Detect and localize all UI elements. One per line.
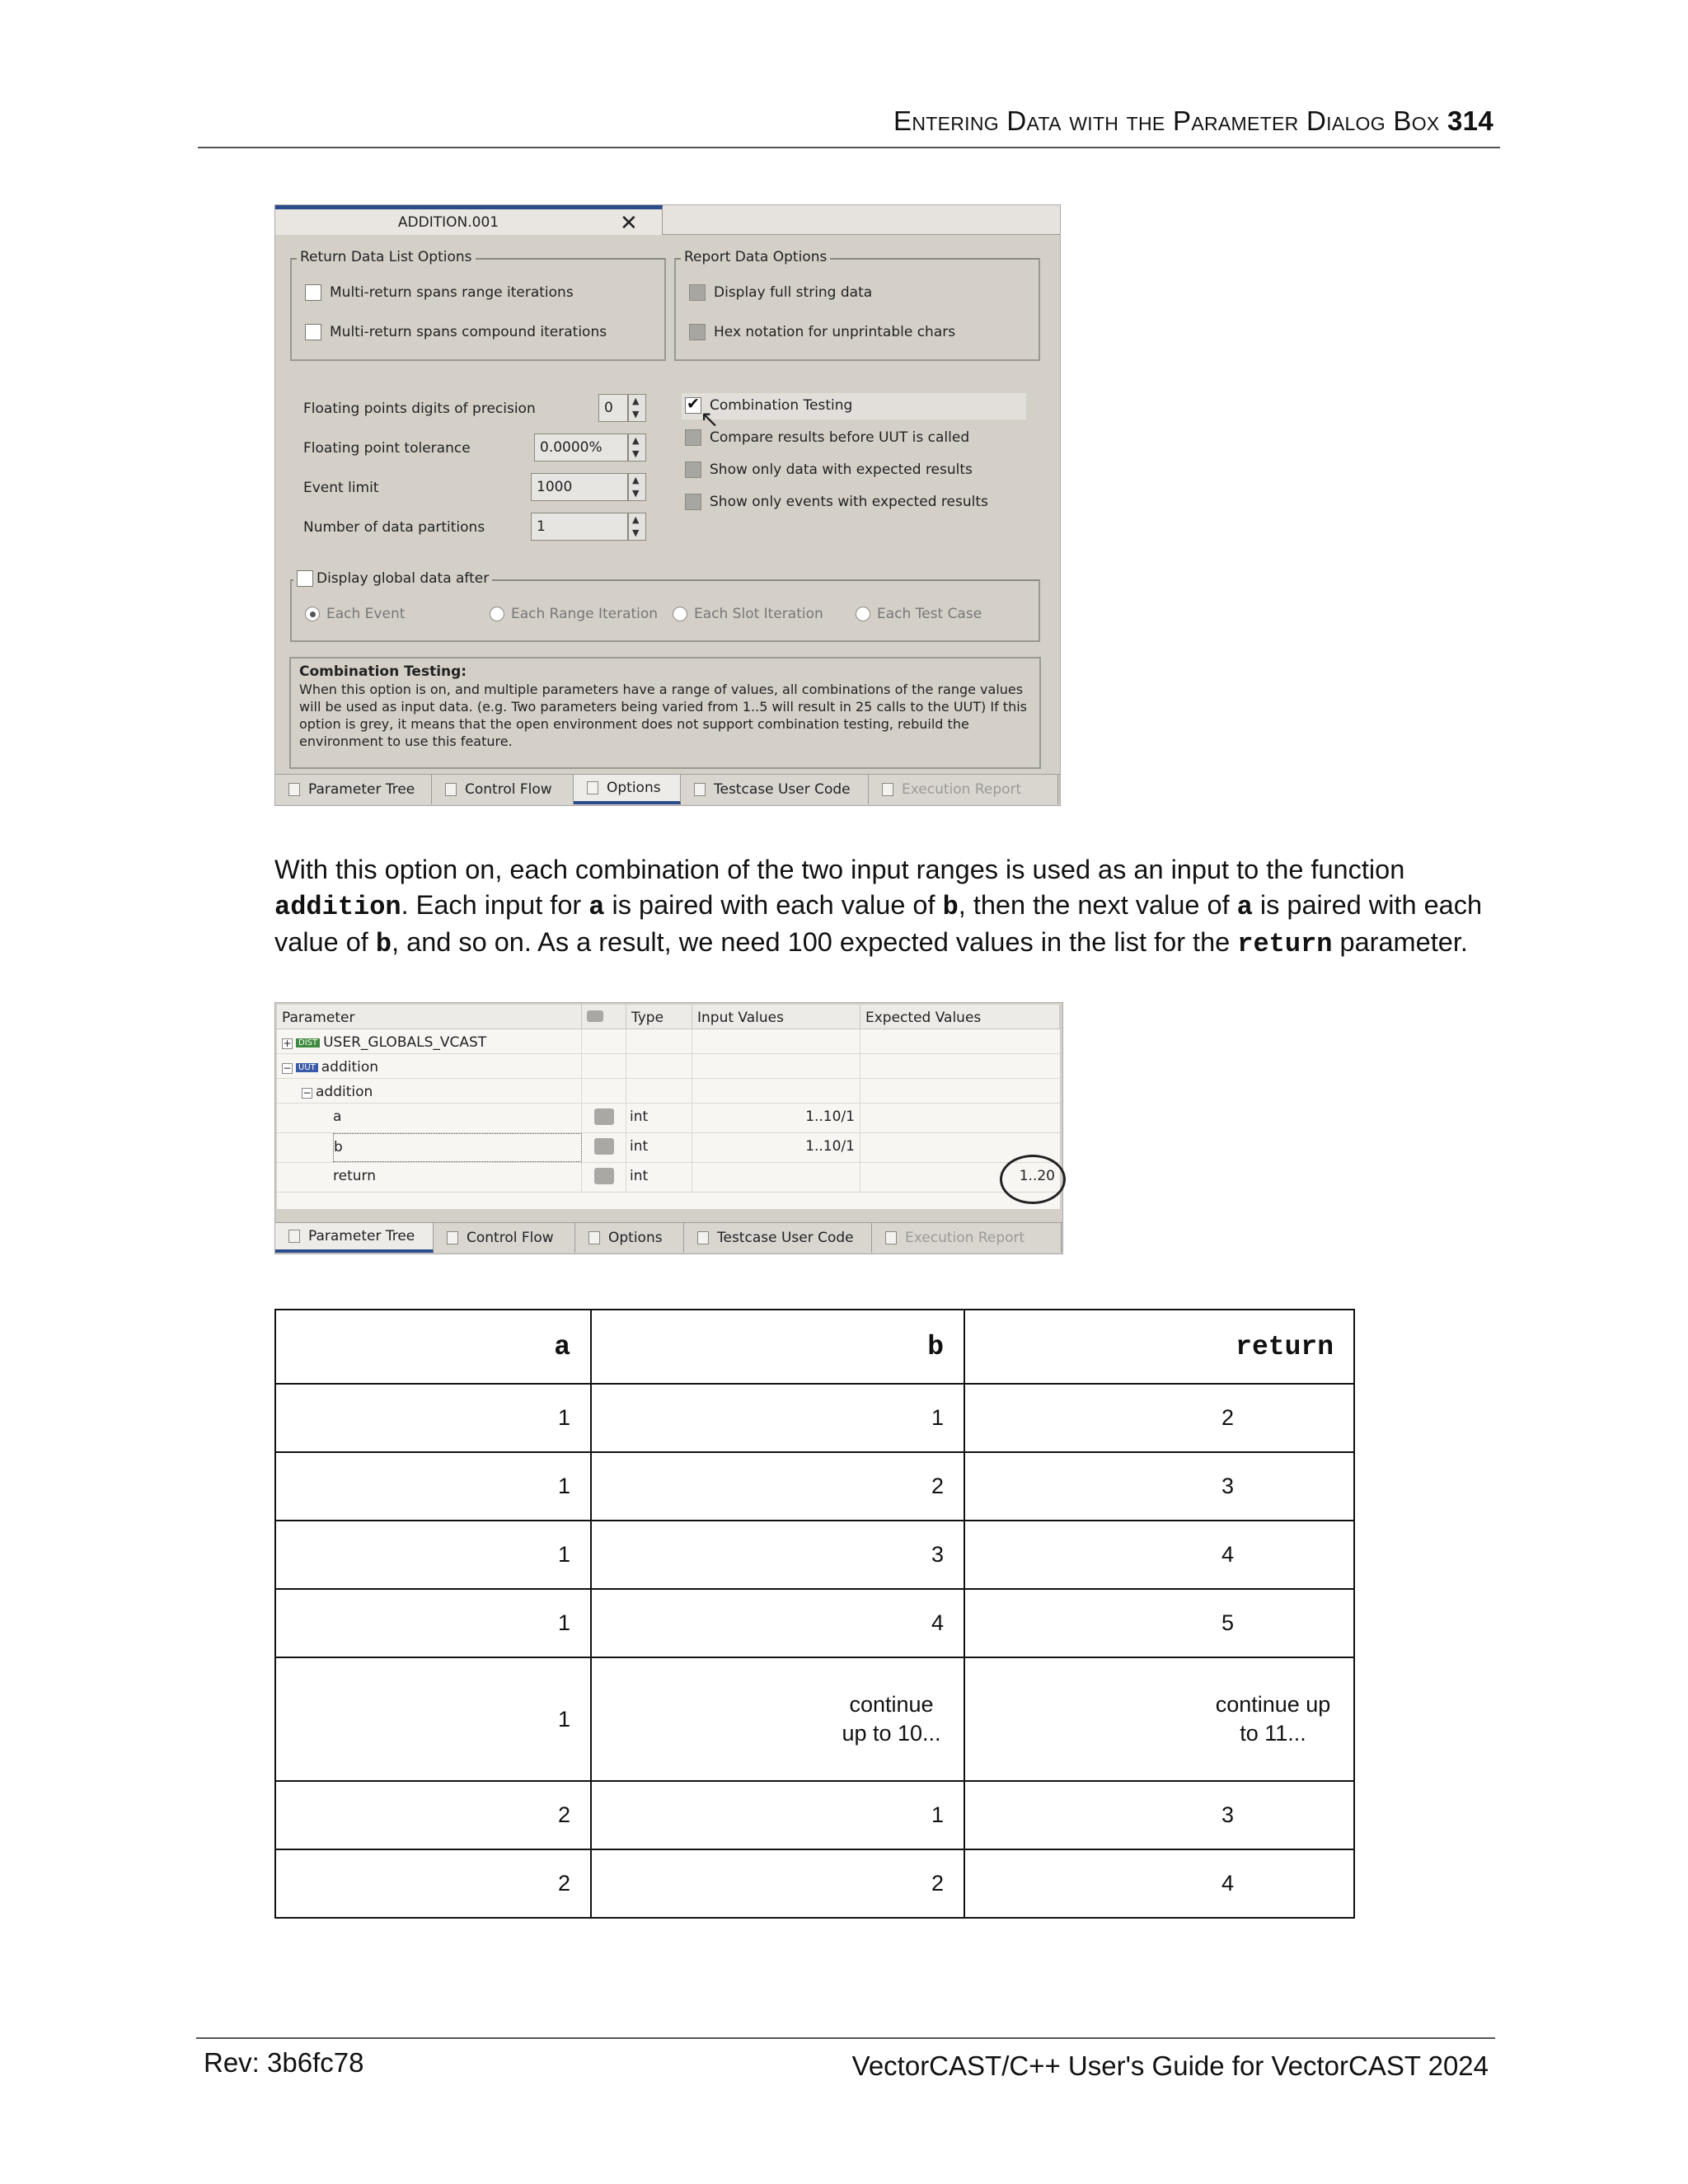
code-a: a [588,892,605,922]
editor-tab-label: ADDITION.001 [397,214,499,231]
tab-page-icon [697,1231,709,1244]
close-icon[interactable]: ✕ [620,211,638,236]
table-row [275,1452,1354,1521]
combination-testing-option[interactable]: ✔ Combination Testing [685,397,852,414]
tab-page-icon [885,1231,897,1244]
code-a: a [1236,892,1253,922]
tab-parameter-tree[interactable]: Parameter Tree [275,775,432,804]
cell-a: 1 [275,1452,591,1521]
tab-control-flow[interactable]: Control Flow [432,775,574,804]
radio-each-event[interactable]: Each Event [305,606,405,622]
column-header-a: a [275,1310,591,1384]
tab-execution-report[interactable]: Execution Report [872,1223,1062,1253]
display-global-data-checkbox[interactable] [297,570,313,587]
tab-page-icon [882,783,893,796]
table-row [275,1384,1354,1452]
tolerance-label: Floating point tolerance [303,440,471,457]
printer-icon[interactable] [594,1168,614,1184]
column-header-expected-values[interactable]: Expected Values [860,1005,1060,1029]
column-header-parameter[interactable]: Parameter [277,1005,582,1029]
tab-page-icon [445,783,457,796]
hex-notation-checkbox[interactable] [689,324,706,340]
tab-options[interactable]: Options [575,1223,684,1253]
cell-return: 2 [964,1384,1354,1452]
tab-testcase-user-code[interactable]: Testcase User Code [681,775,869,804]
precision-label: Floating points digits of precision [303,401,536,417]
tree-row[interactable]: b int 1..10/1 [277,1133,1060,1163]
column-header-type[interactable]: Type [626,1005,692,1029]
tolerance-field[interactable]: 0.0000% [534,434,628,462]
multi-return-range-checkbox[interactable] [305,284,321,301]
table-row [275,1849,1354,1918]
hex-notation-option[interactable]: Hex notation for unprintable chars [689,324,955,340]
partitions-spin-buttons[interactable] [628,513,646,541]
compare-results-checkbox[interactable] [685,429,701,446]
printer-icon[interactable] [594,1138,614,1155]
tree-row[interactable]: a int 1..10/1 [277,1104,1060,1133]
radio-each-range-iteration[interactable]: Each Range Iteration [490,606,658,622]
parameter-grid [277,1005,1060,1209]
collapse-minus-icon[interactable]: − [302,1087,312,1099]
expected-data-only-option[interactable]: Show only data with expected results [685,462,973,478]
body-paragraph: With this option on, each combination of the two input ranges is used as an input to the function addition. Each input for a is paired with each value of b, then the next value of a is paired with each value of b, and so on. As a result, we need 100 expected values in the list for the return parameter. [274,855,1483,959]
tab-page-icon [288,783,300,796]
options-bottom-tabs [275,774,1060,804]
precision-spin-buttons[interactable] [628,394,646,422]
tab-control-flow[interactable]: Control Flow [434,1223,575,1253]
partitions-spinner[interactable] [531,513,646,541]
cell-return: 3 [964,1781,1354,1849]
code-return: return [1237,929,1333,959]
multi-return-range-option[interactable]: Multi-return spans range iterations [305,284,574,301]
event-limit-field[interactable]: 1000 [531,473,628,501]
cell-return: continue up to 11... [964,1657,1354,1781]
tab-page-icon [447,1231,458,1244]
cell-b: 1 [591,1781,964,1849]
tree-row[interactable]: + DIST USER_GLOBALS_VCAST [277,1029,1060,1054]
cell-b: 1 [591,1384,964,1452]
tolerance-spin-buttons[interactable] [628,434,646,462]
help-title: Combination Testing: [299,663,467,680]
editor-tab[interactable] [275,205,663,235]
cell-a: 2 [275,1849,591,1918]
tree-row[interactable]: return int 1..20 [277,1163,1060,1193]
tab-page-icon [587,781,598,794]
parameter-tree-screenshot [274,1002,1063,1254]
tab-page-icon [694,783,706,796]
printer-icon[interactable] [594,1108,614,1125]
column-header-return: return [964,1310,1354,1384]
uut-badge: UUT [296,1063,318,1072]
table-row [275,1521,1354,1589]
header-title: Entering Data with the Parameter Dialog Box 314 [893,105,1493,136]
cell-b: 3 [591,1521,964,1589]
page-footer [196,2037,1495,2081]
table-row [275,1781,1354,1849]
event-limit-spinner[interactable] [531,473,646,501]
tree-bottom-tabs [275,1222,1062,1252]
code-addition: addition [274,892,401,922]
cell-b: 2 [591,1452,964,1521]
highlight-circle [1000,1155,1066,1204]
precision-field[interactable]: 0 [598,394,628,422]
option-help-box [289,657,1041,769]
column-header-printer[interactable] [582,1005,626,1029]
code-b: b [375,929,392,959]
partitions-field[interactable]: 1 [531,513,628,541]
radio-each-range-iteration-dot[interactable] [490,607,504,621]
display-global-data-toggle[interactable]: Display global data after [293,570,492,587]
report-data-options-group: Report Data Options Display full string data Hex notation for unprintable chars [674,258,1040,361]
partitions-label: Number of data partitions [303,519,485,536]
collapse-minus-icon[interactable]: − [283,1062,292,1074]
options-screenshot [274,204,1061,806]
expected-values-table [274,1309,1355,1919]
tab-parameter-tree[interactable]: Parameter Tree [275,1223,434,1253]
expected-data-only-checkbox[interactable] [685,462,701,478]
expected-events-only-option[interactable]: Show only events with expected results [685,494,988,510]
cell-return: 4 [964,1521,1354,1589]
table-row [275,1589,1354,1657]
expand-plus-icon[interactable]: + [283,1038,292,1049]
page-number: 314 [1447,105,1493,136]
printer-icon [587,1010,603,1022]
cell-a: 1 [275,1589,591,1657]
return-data-options-group: Return Data List Options Multi-return spans range iterations Multi-return spans compound iterations [290,258,666,361]
event-limit-spin-buttons[interactable] [628,473,646,501]
display-global-data-group [290,570,1040,642]
tab-testcase-user-code[interactable]: Testcase User Code [684,1223,872,1253]
cell-return: 3 [964,1452,1354,1521]
event-limit-label: Event limit [303,480,379,496]
tab-page-icon [588,1231,600,1244]
cell-b: 2 [591,1849,964,1918]
cell-a: 1 [275,1657,591,1781]
revision-label: Rev: 3b6fc78 [204,2047,364,2078]
mouse-cursor-icon: ↖ [700,405,720,433]
cell-a: 1 [275,1384,591,1452]
display-full-string-checkbox[interactable] [689,284,706,301]
column-header-input-values[interactable]: Input Values [692,1005,860,1029]
help-text: When this option is on, and multiple parameters have a range of values, all combinations of the range values will be used as input data. (e.g. Two parameters being varied from 1..5 will result in 25 calls to the UUT) If this option is grey, it means that the open environment does not support combination testing, rebuild the environment to use this feature. [299,682,1027,749]
cell-a: 2 [275,1781,591,1849]
tolerance-spinner[interactable] [534,434,646,462]
radio-each-event-dot[interactable] [305,607,320,621]
cell-b: 4 [591,1589,964,1657]
tab-page-icon [288,1230,300,1243]
combination-testing-checkbox[interactable] [685,397,701,414]
guide-title: VectorCAST/C++ User's Guide for VectorCAST 2024 [851,2050,1489,2081]
tree-row[interactable]: − UUT addition [277,1054,1060,1079]
cell-a: 1 [275,1521,591,1589]
code-b: b [942,892,959,922]
editor-tab-strip [275,205,1060,235]
radio-each-test-case[interactable]: Each Test Case [856,606,982,622]
compare-results-option[interactable]: Compare results before UUT is called [685,429,969,446]
cell-return: 5 [964,1589,1354,1657]
multi-return-compound-checkbox[interactable] [305,324,321,340]
radio-each-slot-iteration[interactable]: Each Slot Iteration [673,606,823,622]
display-full-string-option[interactable]: Display full string data [689,284,872,301]
page-header [198,105,1500,148]
table-row [275,1657,1354,1781]
cell-return: 4 [964,1849,1354,1918]
table-header-row [275,1310,1354,1384]
dist-badge: DIST [296,1038,320,1047]
multi-return-compound-option[interactable]: Multi-return spans compound iterations [305,324,607,340]
cell-b: continue up to 10... [591,1657,964,1781]
radio-each-slot-iteration-dot[interactable] [673,607,687,621]
radio-each-test-case-dot[interactable] [856,607,870,621]
precision-spinner[interactable] [598,394,646,422]
tab-execution-report[interactable]: Execution Report [869,775,1058,804]
tab-options[interactable]: Options [574,775,681,804]
tree-row[interactable]: − addition [277,1079,1060,1104]
expected-events-only-checkbox[interactable] [685,494,701,510]
column-header-b: b [591,1310,964,1384]
